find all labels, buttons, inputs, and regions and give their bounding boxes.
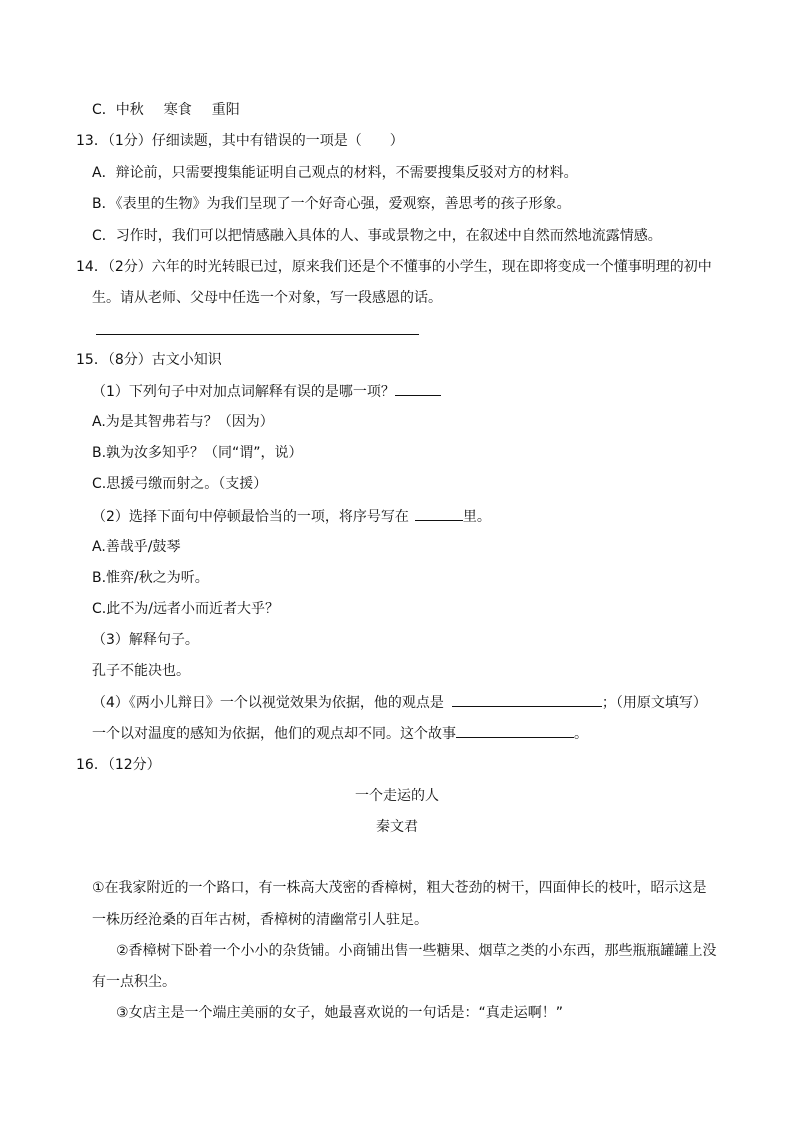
q12-option-c: C．中秋 寒食 重阳 [92, 102, 240, 118]
q14-stem-line2: 生。请从老师、父母中任选一个对象，写一段感恩的话。 [92, 290, 442, 306]
q14-stem-line1: 14．（2分）六年的时光转眼已过，原来我们还是个不懂事的小学生，现在即将变成一个懂事明理的初中 [76, 259, 712, 275]
q15-part4-line1: （4）《两小儿辩日》一个以视觉效果为依据，他的观点是 ；（用原文填写） [92, 692, 707, 713]
q15-part4-blank2[interactable] [456, 723, 574, 738]
q13-stem: 13．（1分）仔细读题，其中有错误的一项是（ ） [76, 133, 404, 149]
q15-part2: （2）选择下面句中停顿最恰当的一项，将序号写在 里。 [92, 506, 491, 527]
q16-para2-line1: ②香樟树下卧着一个小小的杂货铺。小商铺出售一些糖果、烟草之类的小东西，那些瓶瓶罐罐上没 [116, 943, 717, 959]
q15-part1-blank[interactable] [395, 381, 441, 396]
q16-stem: 16．（12分） [76, 757, 161, 773]
q14-answer-line[interactable] [96, 320, 419, 341]
q16-para1-line1: ①在我家附近的一个路口，有一株高大茂密的香樟树，粗大苍劲的树干，四面伸长的枝叶，昭示这是 [92, 880, 707, 896]
q15-part3-sentence: 孔子不能决也。 [92, 663, 190, 679]
q15-part2-option-a: A.善哉乎/鼓琴 [92, 539, 181, 555]
q15-part1-option-c: C.思援弓缴而射之。（支援） [92, 476, 268, 492]
q15-part3: （3）解释句子。 [92, 632, 199, 648]
q15-stem: 15．（8分）古文小知识 [76, 352, 222, 368]
q13-option-c: C．习作时，我们可以把情感融入具体的人、事或景物之中，在叙述中自然而然地流露情感。 [92, 228, 662, 244]
q15-part4-line2: 一个以对温度的感知为依据，他们的观点却不同。这个故事 。 [92, 723, 588, 744]
q16-para1-line2: 一株历经沧桑的百年古树，香樟树的清幽常引人驻足。 [92, 912, 428, 928]
q15-part2-option-c: C.此不为/远者小而近者大乎？ [92, 601, 279, 617]
q16-passage-author: 秦文君 [376, 819, 418, 835]
q15-part1-option-b: B.孰为汝多知乎？（同“谓”，说） [92, 445, 303, 461]
q15-part1-option-a: A.为是其智弗若与？（因为） [92, 414, 274, 430]
q15-part2-blank[interactable] [415, 506, 463, 521]
q15-part2-option-b: B.惟弈/秋之为听。 [92, 570, 209, 586]
q15-part1: （1）下列句子中对加点词解释有误的是哪一项？ [92, 381, 441, 402]
q16-para2-line2: 有一点积尘。 [92, 974, 176, 990]
q15-part4-blank1[interactable] [452, 692, 602, 707]
q13-option-b: B．《表里的生物》为我们呈现了一个好奇心强，爱观察，善思考的孩子形象。 [92, 196, 571, 212]
q16-passage-title: 一个走运的人 [355, 788, 439, 804]
q16-para3: ③女店主是一个端庄美丽的女子，她最喜欢说的一句话是：“真走运啊！” [116, 1005, 564, 1021]
q13-option-a: A．辩论前，只需要搜集能证明自己观点的材料，不需要搜集反驳对方的材料。 [92, 165, 578, 181]
